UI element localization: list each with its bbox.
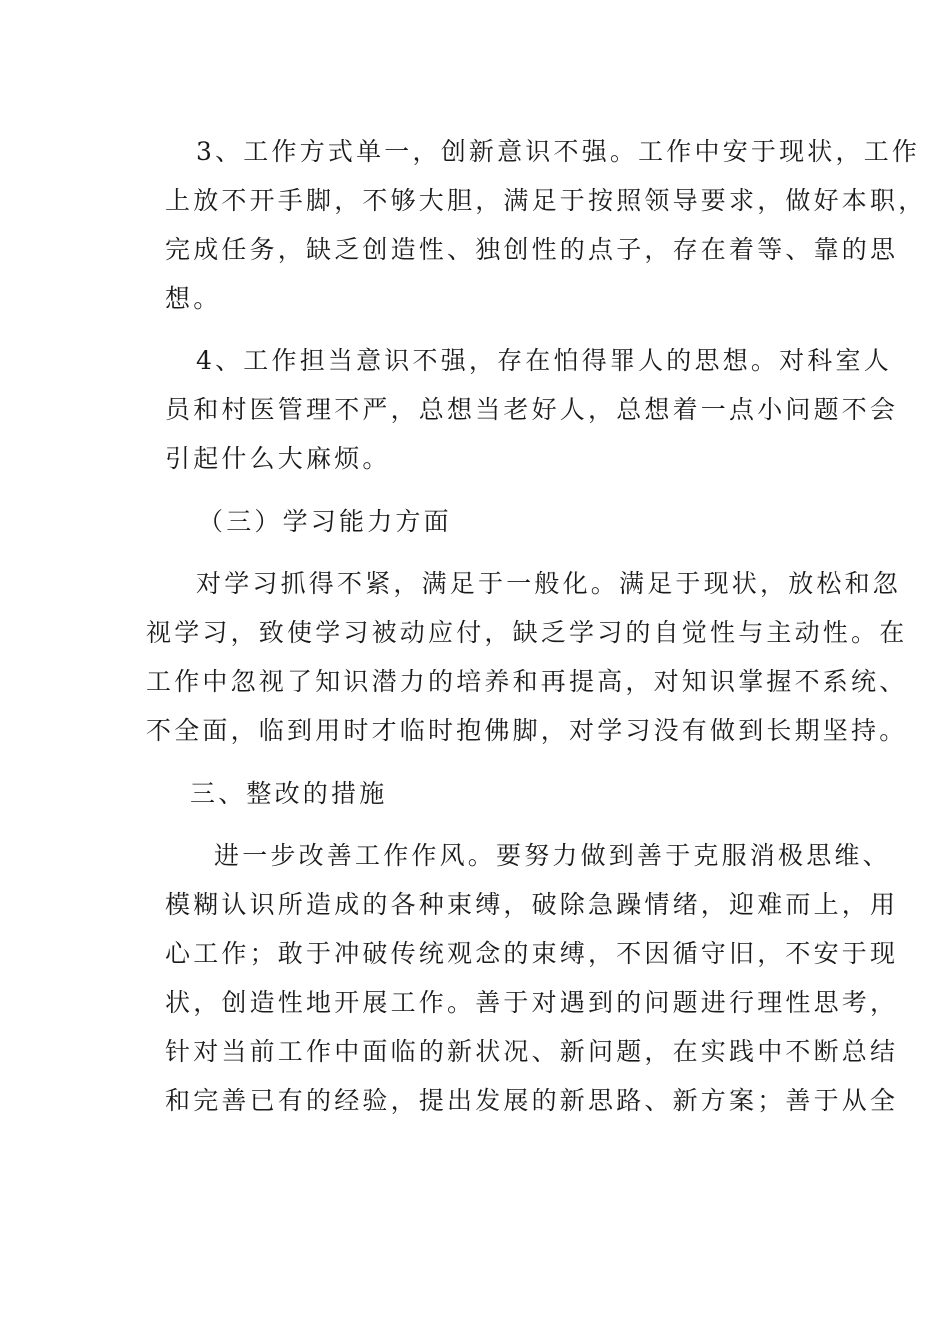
text-line: 工作中忽视了知识潜力的培养和再提高，对知识掌握不系统、 xyxy=(146,667,908,696)
text-line: 员和村医管理不严，总想当老好人，总想着一点小问题不会 xyxy=(165,395,899,424)
section-heading: 三、整改的措施 xyxy=(190,779,388,808)
text-line: 4、工作担当意识不强，存在怕得罪人的思想。对科室人 xyxy=(196,346,892,375)
text-line: 视学习，致使学习被动应付，缺乏学习的自觉性与主动性。在 xyxy=(146,618,908,647)
text-line: 状，创造性地开展工作。善于对遇到的问题进行理性思考， xyxy=(165,988,899,1017)
text-line: 进一步改善工作作风。要努力做到善于克服消极思维、 xyxy=(214,841,891,870)
text-line: 3、工作方式单一，创新意识不强。工作中安于现状，工作 xyxy=(196,137,921,166)
text-line: 上放不开手脚，不够大胆，满足于按照领导要求，做好本职， xyxy=(165,186,927,215)
text-line: 针对当前工作中面临的新状况、新问题，在实践中不断总结 xyxy=(165,1037,899,1066)
text-line: 不全面，临到用时才临时抱佛脚，对学习没有做到长期坚持。 xyxy=(146,716,908,745)
text-line: 对学习抓得不紧，满足于一般化。满足于现状，放松和忽 xyxy=(196,569,902,598)
text-line: 引起什么大麻烦。 xyxy=(165,444,391,473)
text-line: 完成任务，缺乏创造性、独创性的点子，存在着等、靠的思 xyxy=(165,235,899,264)
text-line: 想。 xyxy=(165,284,222,313)
text-line: 心工作；敢于冲破传统观念的束缚，不因循守旧，不安于现 xyxy=(165,939,899,968)
section-subheading: （三）学习能力方面 xyxy=(198,507,452,536)
text-line: 和完善已有的经验，提出发展的新思路、新方案；善于从全 xyxy=(165,1086,899,1115)
text-line: 模糊认识所造成的各种束缚，破除急躁情绪，迎难而上，用 xyxy=(165,890,899,919)
